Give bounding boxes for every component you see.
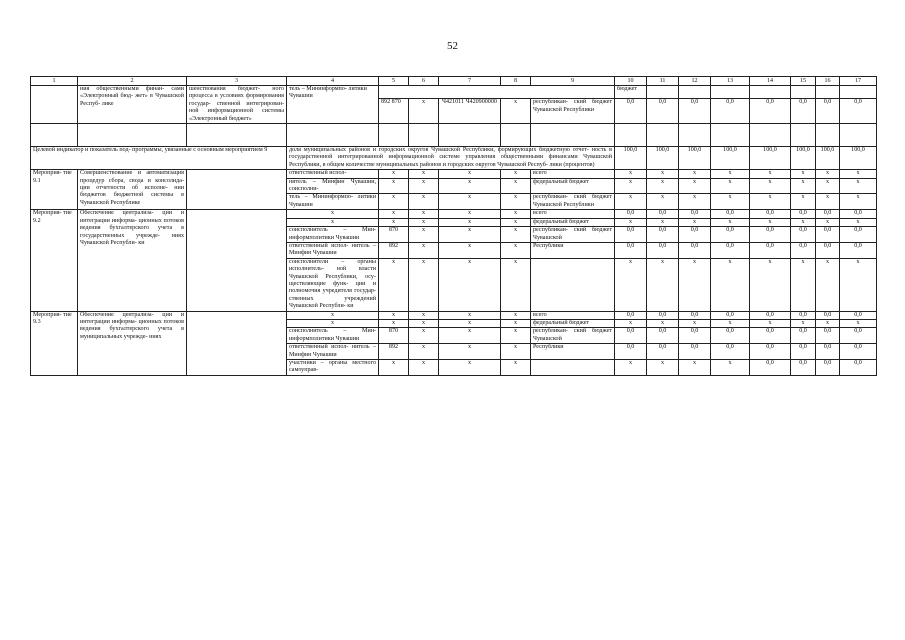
- year-value: x: [791, 218, 816, 226]
- table-cell: [647, 124, 679, 147]
- year-value: x: [679, 218, 711, 226]
- executor: ответственный испол- нитель – Минфин Чувашии: [287, 344, 379, 360]
- year-value: 0,0: [679, 344, 711, 360]
- year-value: x: [679, 319, 711, 327]
- measure-label: Мероприя- тие 9.1: [31, 170, 78, 210]
- table-cell: [711, 86, 750, 99]
- year-value: 0,0: [750, 328, 791, 344]
- year-value: 0,0: [791, 242, 816, 258]
- year-value: x: [711, 258, 750, 311]
- column-header: 11: [647, 77, 679, 86]
- year-value: x: [679, 360, 711, 376]
- year-value: 0,0: [840, 311, 877, 319]
- year-value: x: [816, 218, 840, 226]
- table-cell: x: [409, 99, 439, 124]
- year-value: x: [840, 258, 877, 311]
- executor: тель – Мининформпо- литики Чувашии: [287, 194, 379, 210]
- column-header: 4: [287, 77, 379, 86]
- year-value: 0,0: [711, 227, 750, 243]
- year-value: 0,0: [840, 242, 877, 258]
- year-value: x: [615, 258, 647, 311]
- measure-name: ния общественными финан- сами «Электронный бюд- жет» в Чувашской Респуб- лике: [78, 86, 187, 124]
- year-value: x: [615, 218, 647, 226]
- year-value: x: [816, 194, 840, 210]
- year-value: 0,0: [816, 99, 840, 124]
- year-value: 0,0: [615, 242, 647, 258]
- year-value: 0,0: [615, 227, 647, 243]
- year-value: 0,0: [711, 210, 750, 218]
- grbs-code: x: [379, 258, 409, 311]
- table-cell: [615, 124, 647, 147]
- grbs-code: x: [379, 194, 409, 210]
- grbs-code: 870: [379, 328, 409, 344]
- table-cell: x: [439, 242, 501, 258]
- year-value: x: [647, 319, 679, 327]
- table-cell: [531, 124, 615, 147]
- year-value: 0,0: [750, 227, 791, 243]
- table-cell: x: [501, 242, 531, 258]
- table-cell: [679, 86, 711, 99]
- year-value: x: [647, 170, 679, 178]
- year-value: x: [750, 319, 791, 327]
- year-value: x: [615, 170, 647, 178]
- executor: x: [287, 311, 379, 319]
- year-value: 0,0: [711, 311, 750, 319]
- column-header: 17: [840, 77, 877, 86]
- table-cell: [840, 124, 877, 147]
- budget-source: Республики: [531, 242, 615, 258]
- indicator-value: 100,0: [711, 147, 750, 170]
- year-value: x: [679, 178, 711, 194]
- budget-source: республикан- ский бюджет Чувашской Республики: [531, 194, 615, 210]
- program-table: [30, 76, 877, 376]
- table-cell: x: [409, 227, 439, 243]
- table-cell: x: [439, 170, 501, 178]
- year-value: x: [647, 218, 679, 226]
- table-cell: x: [439, 210, 501, 218]
- year-value: 0,0: [647, 99, 679, 124]
- indicator-value: 100,0: [750, 147, 791, 170]
- column-header: 12: [679, 77, 711, 86]
- page-number: 52: [447, 40, 458, 52]
- grbs-code: 870: [379, 227, 409, 243]
- year-value: 0,0: [840, 360, 877, 376]
- year-value: 0,0: [647, 344, 679, 360]
- table-cell: x: [409, 170, 439, 178]
- year-value: x: [615, 178, 647, 194]
- table-cell: [187, 210, 287, 311]
- table-cell: x: [409, 311, 439, 319]
- table-cell: [711, 124, 750, 147]
- year-value: 0,0: [679, 311, 711, 319]
- table-cell: x: [501, 194, 531, 210]
- year-value: 0,0: [647, 311, 679, 319]
- table-cell: [816, 86, 840, 99]
- table-cell: [791, 86, 816, 99]
- grbs-code: x: [379, 311, 409, 319]
- budget-source: Республики: [531, 344, 615, 360]
- table-cell: x: [501, 328, 531, 344]
- column-header: 2: [78, 77, 187, 86]
- indicator-value: 100,0: [840, 147, 877, 170]
- budget-source: республикан- ский бюджет Чувашской Республики: [531, 99, 615, 124]
- column-header: 7: [439, 77, 501, 86]
- year-value: x: [647, 258, 679, 311]
- table-cell: x: [409, 258, 439, 311]
- year-value: x: [816, 319, 840, 327]
- column-header: 6: [409, 77, 439, 86]
- year-value: 0,0: [711, 328, 750, 344]
- executor: тель – Мининформпо- литики Чувашии: [287, 86, 379, 124]
- grbs-code: 892: [379, 344, 409, 360]
- table-cell: [647, 86, 679, 99]
- year-value: 0,0: [711, 344, 750, 360]
- year-value: 0,0: [791, 344, 816, 360]
- year-value: x: [679, 194, 711, 210]
- table-cell: x: [409, 194, 439, 210]
- indicator-value: 100,0: [791, 147, 816, 170]
- grbs-code: x: [379, 170, 409, 178]
- year-value: 0,0: [840, 328, 877, 344]
- table-cell: x: [501, 178, 531, 194]
- year-value: x: [711, 178, 750, 194]
- year-value: 0,0: [679, 227, 711, 243]
- year-value: 0,0: [791, 99, 816, 124]
- table-cell: [750, 86, 791, 99]
- measure-name: Обеспечение централиза- ции и интеграции информа- ционных потоков ведения бухгалтерского учета в муниципальных учрежде- ниях: [78, 311, 187, 375]
- table-cell: x: [439, 311, 501, 319]
- budget-source: всего: [531, 311, 615, 319]
- table-cell: [187, 124, 287, 147]
- year-value: x: [711, 170, 750, 178]
- year-value: x: [791, 319, 816, 327]
- year-value: x: [647, 178, 679, 194]
- grbs-code: x: [379, 178, 409, 194]
- year-value: x: [711, 319, 750, 327]
- year-value: x: [750, 170, 791, 178]
- year-value: x: [791, 258, 816, 311]
- year-value: 0,0: [615, 210, 647, 218]
- column-header: 8: [501, 77, 531, 86]
- budget-source: республикан- ский бюджет Чувашской: [531, 227, 615, 243]
- year-value: x: [750, 194, 791, 210]
- column-header: 1: [31, 77, 78, 86]
- table-cell: x: [409, 210, 439, 218]
- year-value: x: [615, 360, 647, 376]
- year-value: x: [615, 319, 647, 327]
- table-cell: x: [409, 360, 439, 376]
- target-article: Ч421011 Ч420900000: [439, 99, 501, 124]
- table-cell: x: [501, 319, 531, 327]
- year-value: 0,0: [750, 344, 791, 360]
- table-cell: [287, 124, 379, 147]
- year-value: 0,0: [791, 210, 816, 218]
- year-value: x: [711, 360, 750, 376]
- year-value: 0,0: [711, 99, 750, 124]
- table-cell: x: [501, 218, 531, 226]
- executor: участники – органы местного самоуправ-: [287, 360, 379, 376]
- budget-source: федеральный бюджет: [531, 178, 615, 194]
- table-cell: x: [501, 170, 531, 178]
- table-cell: [840, 86, 877, 99]
- budget-source: [531, 258, 615, 311]
- year-value: x: [816, 178, 840, 194]
- year-value: 0,0: [679, 328, 711, 344]
- budget-source: всего: [531, 170, 615, 178]
- table-cell: [379, 124, 409, 147]
- table-cell: [816, 124, 840, 147]
- indicator-value: 100,0: [615, 147, 647, 170]
- table-cell: x: [501, 210, 531, 218]
- year-value: 0,0: [816, 360, 840, 376]
- table-cell: [31, 86, 78, 124]
- year-value: x: [791, 170, 816, 178]
- table-cell: x: [409, 178, 439, 194]
- year-value: x: [647, 194, 679, 210]
- year-value: x: [840, 178, 877, 194]
- year-value: x: [615, 194, 647, 210]
- table-cell: x: [439, 218, 501, 226]
- table-cell: x: [439, 178, 501, 194]
- table-row: [31, 124, 877, 147]
- executor: x: [287, 210, 379, 218]
- grbs-code: x: [379, 360, 409, 376]
- column-header: 9: [531, 77, 615, 86]
- year-value: 0,0: [679, 242, 711, 258]
- column-header: 13: [711, 77, 750, 86]
- year-value: 0,0: [816, 311, 840, 319]
- executor: x: [287, 218, 379, 226]
- table-cell: x: [409, 344, 439, 360]
- year-value: x: [750, 218, 791, 226]
- year-value: 0,0: [840, 227, 877, 243]
- table-cell: x: [439, 227, 501, 243]
- executor: ответственный испол-: [287, 170, 379, 178]
- year-value: 0,0: [750, 99, 791, 124]
- year-value: 0,0: [711, 242, 750, 258]
- table-cell: x: [409, 319, 439, 327]
- measure-label: Мероприя- тие 9.3: [31, 311, 78, 375]
- grbs-code: 892: [379, 242, 409, 258]
- year-value: x: [816, 258, 840, 311]
- table-cell: x: [409, 242, 439, 258]
- measure-label: Мероприя- тие 9.2: [31, 210, 78, 311]
- year-value: 0,0: [750, 210, 791, 218]
- table-body: [31, 77, 877, 376]
- indicator-label: Целевой индикатор и показатель под- программы, увязанные с основным мероприятием 9: [31, 147, 287, 170]
- expected-result: шенствования бюджет- ного процесса в условиях формирования государ- ственной интегрирован- ной информационной системы «Электронный бюджет»: [187, 86, 287, 124]
- measure-name: Обеспечение централиза- ции и интеграции информа- ционных потоков ведения бухгалтерского учета в государственных учрежде- ниях Чувашской Республи- ки: [78, 210, 187, 311]
- table-cell: x: [439, 258, 501, 311]
- column-header: 14: [750, 77, 791, 86]
- year-value: x: [791, 178, 816, 194]
- grbs-code: x: [379, 210, 409, 218]
- year-value: x: [840, 170, 877, 178]
- year-value: x: [840, 218, 877, 226]
- budget-source: всего: [531, 210, 615, 218]
- table-cell: x: [501, 311, 531, 319]
- year-value: 0,0: [750, 242, 791, 258]
- year-value: 0,0: [816, 328, 840, 344]
- year-value: 0,0: [615, 328, 647, 344]
- year-value: 0,0: [647, 242, 679, 258]
- table-cell: x: [409, 218, 439, 226]
- year-value: 0,0: [791, 311, 816, 319]
- table-cell: x: [439, 360, 501, 376]
- year-value: x: [840, 194, 877, 210]
- year-value: 0,0: [791, 328, 816, 344]
- year-value: 0,0: [750, 360, 791, 376]
- table-cell: x: [439, 194, 501, 210]
- year-value: x: [711, 194, 750, 210]
- table-cell: [750, 124, 791, 147]
- executor: соисполнители – органы исполнитель- ной власти Чувашской Республики, осу- ществляющие функ- ции и полномочия учредителя государ- ственных учреждений Чувашской Республи- ки: [287, 258, 379, 311]
- table-cell: x: [501, 344, 531, 360]
- table-cell: x: [409, 328, 439, 344]
- executor: ответственный испол- нитель – Минфин Чувашии: [287, 242, 379, 258]
- table-cell: x: [501, 227, 531, 243]
- table-row: [31, 210, 877, 218]
- table-cell: x: [501, 360, 531, 376]
- table-row: [31, 147, 877, 170]
- indicator-text: доля муниципальных районов и городских округов Чувашской Республики, формирующих бюджетную отчет- ность в государственной интегрированной информационной системе управления общественными финансами Чувашской Республики, в общем количестве муниципальных районов и городских округов Чувашской Респуб- лики (процентов): [287, 147, 615, 170]
- table-cell: [187, 170, 287, 210]
- year-value: 0,0: [750, 311, 791, 319]
- table-row: [31, 311, 877, 319]
- table-cell: [187, 311, 287, 375]
- column-header: 15: [791, 77, 816, 86]
- budget-source: республикан- ский бюджет Чувашской: [531, 328, 615, 344]
- year-value: x: [816, 170, 840, 178]
- indicator-value: 100,0: [679, 147, 711, 170]
- budget-source: [531, 360, 615, 376]
- table-row: [31, 170, 877, 178]
- executor: нитель – Минфин Чувашии, соисполни-: [287, 178, 379, 194]
- year-value: 0,0: [840, 210, 877, 218]
- year-value: 0,0: [647, 227, 679, 243]
- year-value: 0,0: [647, 328, 679, 344]
- table-cell: [679, 124, 711, 147]
- column-header: 3: [187, 77, 287, 86]
- year-value: x: [711, 218, 750, 226]
- table-cell: x: [439, 328, 501, 344]
- year-value: 0,0: [615, 99, 647, 124]
- year-value: 0,0: [816, 242, 840, 258]
- year-value: 0,0: [816, 344, 840, 360]
- year-value: x: [840, 319, 877, 327]
- table-row: [31, 77, 877, 86]
- year-value: 0,0: [816, 210, 840, 218]
- table-cell: [31, 124, 78, 147]
- year-value: 0,0: [647, 210, 679, 218]
- indicator-value: 100,0: [816, 147, 840, 170]
- measure-name: Совершенствование и автоматизация процедур сбора, свода и консолида- ции отчетности об исполне- нии бюджетов бюджетной системы в Чувашской Республике: [78, 170, 187, 210]
- grbs-code: x: [379, 218, 409, 226]
- indicator-value: 100,0: [647, 147, 679, 170]
- table-row: [31, 86, 877, 99]
- year-value: x: [679, 258, 711, 311]
- year-value: 0,0: [840, 99, 877, 124]
- table-cell: [409, 124, 439, 147]
- year-value: 0,0: [791, 360, 816, 376]
- year-value: x: [647, 360, 679, 376]
- year-value: 0,0: [679, 210, 711, 218]
- table-cell: x: [439, 319, 501, 327]
- column-header: 16: [816, 77, 840, 86]
- executor: соисполнитель – Мин- информполитики Чувашии: [287, 227, 379, 243]
- table-cell: x: [501, 99, 531, 124]
- year-value: x: [750, 258, 791, 311]
- budget-source: бюджет: [615, 86, 647, 99]
- year-value: 0,0: [840, 344, 877, 360]
- year-value: 0,0: [816, 227, 840, 243]
- table-cell: [439, 124, 501, 147]
- table-cell: [78, 124, 187, 147]
- budget-source: федеральный бюджет: [531, 319, 615, 327]
- column-header: 10: [615, 77, 647, 86]
- grbs-code: 892 870: [379, 99, 409, 124]
- year-value: x: [750, 178, 791, 194]
- table-cell: [791, 124, 816, 147]
- year-value: x: [791, 194, 816, 210]
- year-value: 0,0: [791, 227, 816, 243]
- executor: x: [287, 319, 379, 327]
- table-cell: [501, 124, 531, 147]
- year-value: 0,0: [615, 311, 647, 319]
- table-cell: x: [439, 344, 501, 360]
- year-value: 0,0: [679, 99, 711, 124]
- table-cell: [379, 86, 615, 99]
- executor: соисполнитель – Мин- информполитики Чувашии: [287, 328, 379, 344]
- year-value: x: [679, 170, 711, 178]
- grbs-code: x: [379, 319, 409, 327]
- year-value: 0,0: [615, 344, 647, 360]
- budget-source: федеральный бюджет: [531, 218, 615, 226]
- column-header: 5: [379, 77, 409, 86]
- table-cell: x: [501, 258, 531, 311]
